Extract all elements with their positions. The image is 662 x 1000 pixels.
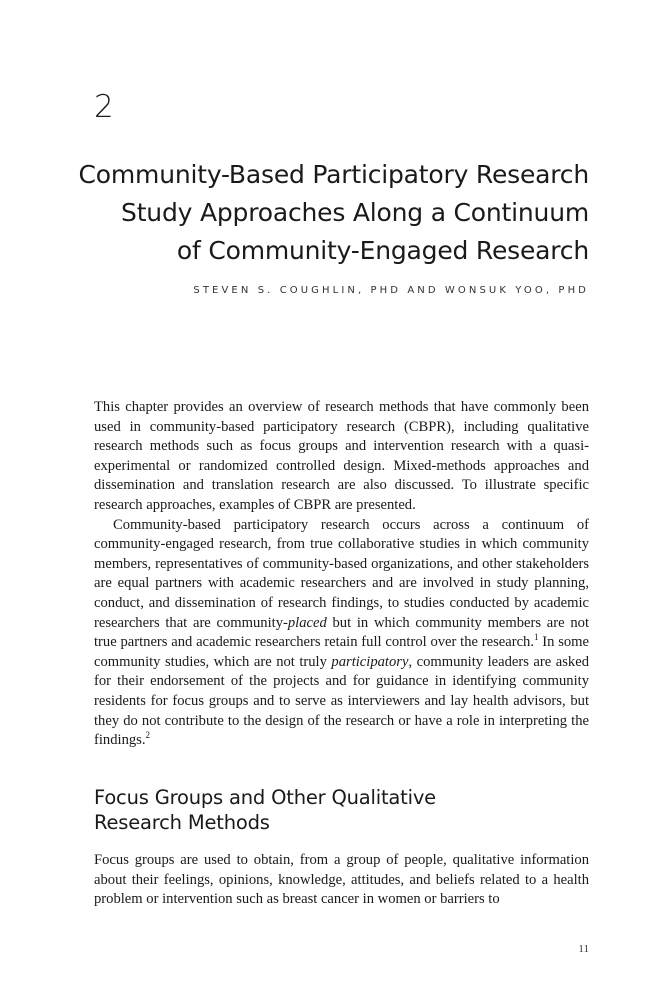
intro-paragraph-2: [94, 516, 589, 751]
emphasis-text: participatory: [331, 653, 409, 670]
section-paragraph-1: Focus groups are used to obtain, from a group of people, qualitative information about their feelings, opinions, knowledge, attitudes, and beliefs related to a health problem or intervention such as breast cancer in women or barriers to: [94, 852, 589, 908]
chapter-number: 2: [94, 89, 114, 125]
section-heading-line-2: Research Methods: [94, 811, 270, 834]
paragraph-text: In some community studies, which are not truly: [94, 634, 589, 670]
footnote-ref[interactable]: 1: [534, 632, 539, 643]
paragraph-text: but in which community members are not true partners and academic researchers retain full control over the research.: [94, 614, 589, 651]
emphasis-text: placed: [287, 614, 327, 631]
intro-text: [94, 398, 589, 751]
chapter-title-line-3: of Community-Engaged Research: [176, 236, 589, 265]
page-number: 11: [578, 943, 589, 955]
paragraph-text: Community-based participatory research occurs across a continuum of community-engaged research, from true collaborative studies in which community members, representatives of community-based organizations, and other stakeholders are equal partners with academic researchers and are involved in study planning, conduct, and dissemination of research findings, to studies conducted by academic researchers that are community-: [94, 516, 589, 631]
chapter-title-line-1: Community-Based Participatory Research: [78, 160, 589, 189]
paragraph-text: , community leaders are asked for their endorsement of the projects and for guidance in identifying community residents for focus groups and to serve as interviewers and lay health advisors, but they do not contribute to the design of the research or have a role in interpreting the findings.: [94, 653, 589, 749]
chapter-title-line-2: Study Approaches Along a Continuum: [121, 198, 589, 227]
section-text: [94, 851, 589, 910]
section-heading-line-1: Focus Groups and Other Qualitative: [94, 786, 436, 809]
chapter-authors: STEVEN S. COUGHLIN, PHD AND WONSUK YOO, PHD: [193, 285, 589, 296]
footnote-ref[interactable]: 2: [145, 730, 150, 741]
intro-paragraph-1: This chapter provides an overview of research methods that have commonly been used in community-based participatory research (CBPR), including qualitative research methods such as focus groups and intervention research with a quasi-experimental or randomized controlled design. Mixed-methods approaches and dissemination and translation research are also discussed. To illustrate specific research approaches, examples of CBPR are presented.: [94, 399, 589, 513]
chapter-title: [69, 156, 589, 270]
section-heading: [94, 785, 589, 835]
